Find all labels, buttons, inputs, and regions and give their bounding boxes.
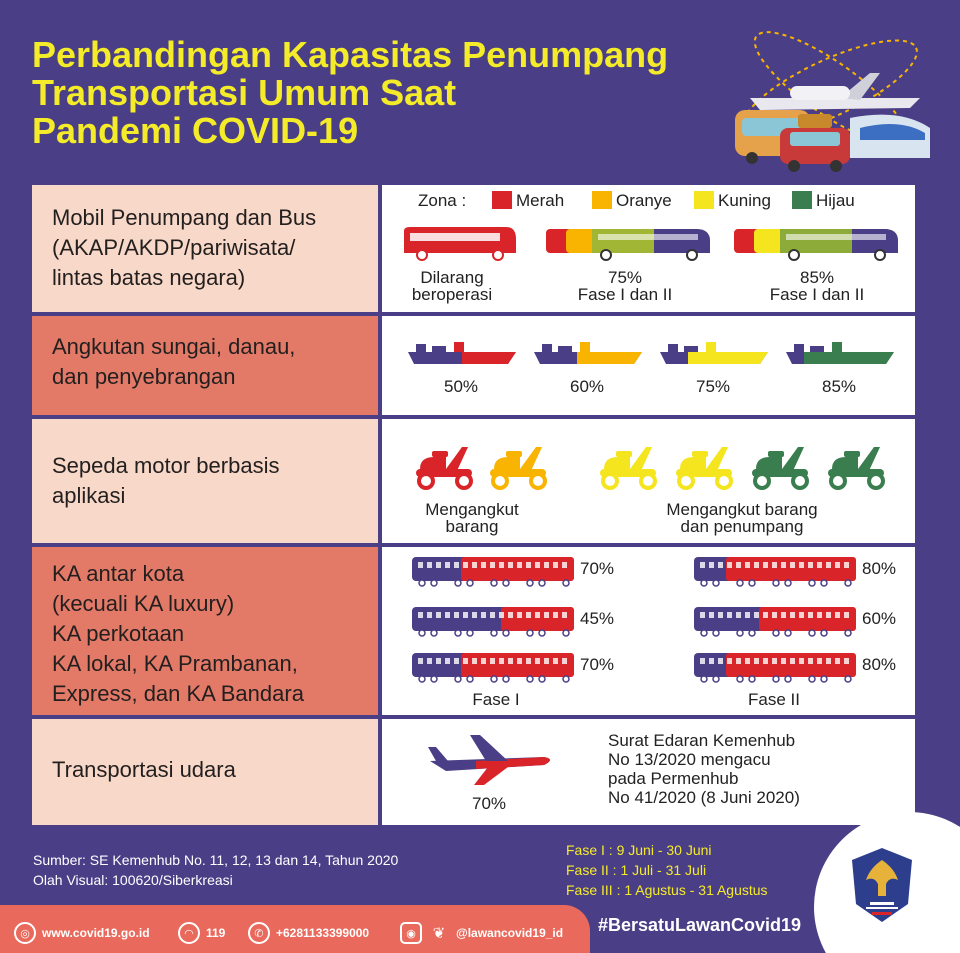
train-icon [694,605,856,637]
row-train [32,547,915,715]
train-fill [759,607,856,631]
row-content [382,547,915,715]
train-icon [694,651,856,683]
row-river-ferry [32,316,915,415]
row-air-transport [32,719,915,825]
transport-illustration [720,18,940,178]
title-line-3: Pandemi COVID-19 [32,110,359,151]
gugus-tugas-logo [850,846,914,924]
title-line-1: Perbandingan Kapasitas Penumpang [32,34,669,75]
train-value: 70% [580,655,615,674]
train-fase-1-label: Fase I [472,690,520,709]
row-content [382,419,915,543]
row-label: Mobil Penumpang dan Bus (AKAP/AKDP/pariwisata/ lintas batas negara) [32,185,378,312]
bus-group-75-icon [546,225,714,261]
train-icon [412,651,574,683]
zone-legend-hijau: Hijau [792,191,855,211]
footer-source: Sumber: SE Kemenhub No. 11, 12, 13 dan 14, Tahun 2020 Olah Visual: 100620/Siberkreasi [33,852,399,888]
train-value: 60% [862,609,897,628]
zone-swatch [694,191,714,209]
train-icon [850,115,930,158]
ferry-icon [532,340,644,368]
motorcycle-caption-goods-passengers: Mengangkut barang dan penumpang [666,500,818,536]
train-icon [412,605,574,637]
ferry-icon [658,340,770,368]
row-label: Transportasi udara [32,719,378,825]
bus-icon [400,225,520,261]
row-label: Sepeda motor berbasis aplikasi [32,419,378,543]
zone-swatch [792,191,812,209]
ferry-icon [784,340,896,368]
train-fill [461,557,574,581]
row-content [382,719,915,825]
scooter-icon [412,439,478,491]
scooter-icon [596,439,662,491]
globe-icon: ◎ [14,922,36,944]
twitter-icon: ❦ [432,925,446,942]
ferry-icon [406,340,518,368]
ferry-value: 60% [569,377,605,396]
ferry-value: 50% [443,377,479,396]
campaign-hashtag: #BersatuLawanCovid19 [598,915,802,935]
row-label: Angkutan sungai, danau, dan penyebrangan [32,316,378,415]
bus-caption-banned: Dilarang beroperasi [411,268,493,304]
bus-caption-75: 75% Fase I dan II [577,268,673,304]
scooter-icon [824,439,890,491]
bus-caption-85: 85% Fase I dan II [769,268,865,304]
row-passenger-car-bus [32,185,915,312]
footer-contact-bar [0,905,590,953]
scooter-icon [748,439,814,491]
train-icon [694,555,856,587]
train-fill [726,653,856,677]
footer-social[interactable]: ◉ ❦ @lawancovid19_id [400,922,563,944]
footer-phase-dates: Fase I : 9 Juni - 30 Juni Fase II : 1 Juli - 31 Juli Fase III : 1 Agustus - 31 Agustus [566,842,768,898]
title-line-2: Transportasi Umum Saat [32,72,457,113]
train-value: 45% [580,609,615,628]
page-title [32,36,732,150]
airplane-icon [426,731,556,787]
zone-title: Zona : [418,191,467,210]
motorcycle-caption-goods: Mengangkut barang [425,500,519,536]
airplane-icon [750,73,920,110]
whatsapp-icon: ✆ [248,922,270,944]
air-regulation-note: Surat Edaran Kemenhub No 13/2020 mengacu pada Permenhub No 41/2020 (8 Juni 2020) [608,731,800,807]
train-icon [412,555,574,587]
train-fill [726,557,856,581]
instagram-icon: ◉ [400,922,422,944]
train-value: 80% [862,655,897,674]
zone-legend-kuning: Kuning [694,191,771,211]
zone-swatch [592,191,612,209]
train-fill [461,653,574,677]
train-fase-2-label: Fase II [748,690,800,709]
zone-legend-oranye: Oranye [592,191,672,211]
footer-website[interactable]: ◎ www.covid19.go.id [14,922,150,944]
train-value: 70% [580,559,615,578]
zone-legend-merah: Merah [492,191,564,211]
train-value: 80% [862,559,897,578]
scooter-icon [486,439,552,491]
ferry-value: 75% [695,377,731,396]
ferry-value: 85% [821,377,857,396]
zone-swatch [492,191,512,209]
footer-hotline[interactable]: ◠ 119 [178,922,225,944]
bus-group-85-icon [734,225,902,261]
headset-icon: ◠ [178,922,200,944]
air-value: 70% [471,794,507,813]
footer-whatsapp[interactable]: ✆ +6281133399000 [248,922,369,944]
row-label: KA antar kota (kecuali KA luxury) KA perkotaan KA lokal, KA Prambanan, Express, dan KA Bandara [32,547,378,715]
scooter-icon [672,439,738,491]
train-fill [501,607,574,631]
row-app-motorcycle [32,419,915,543]
row-content [382,185,915,312]
row-content [382,316,915,415]
